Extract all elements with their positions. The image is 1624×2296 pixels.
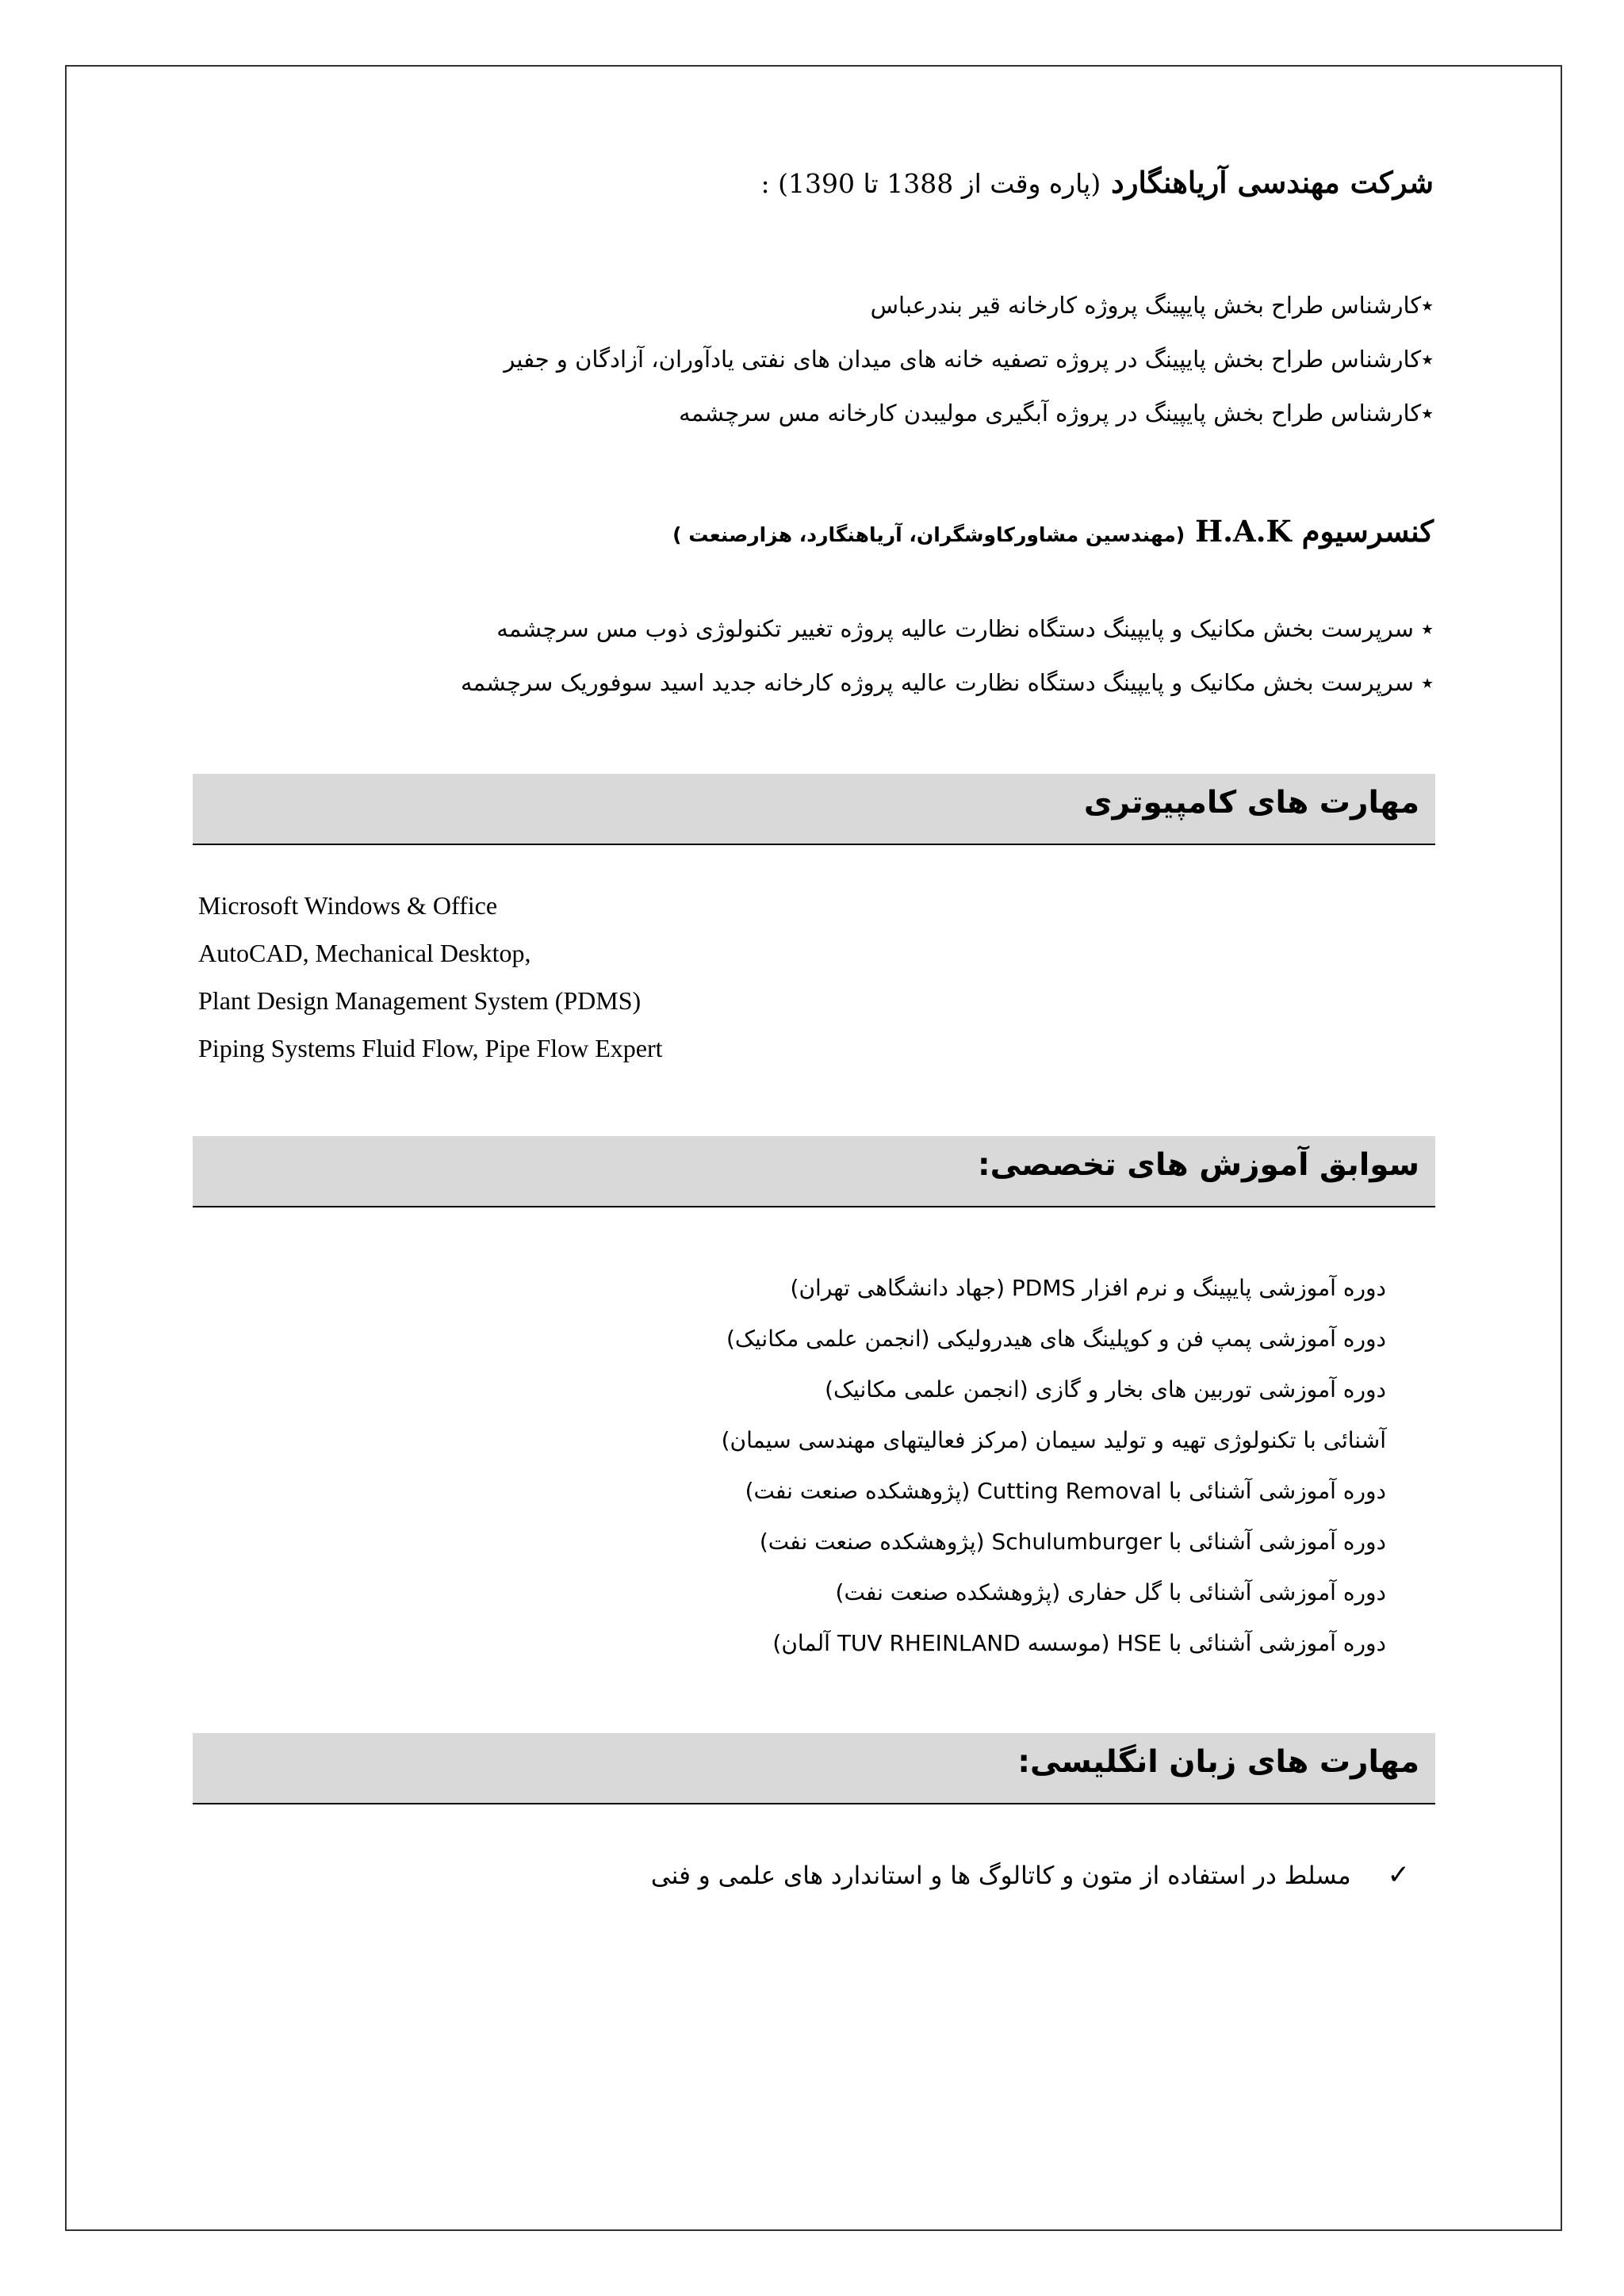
- training-item: دوره آموزشی آشنائی با HSE (موسسه TUV RHEINLAND آلمان): [772, 1630, 1386, 1656]
- training-item: دوره آموزشی آشنائی با Cutting Removal (پژوهشکده صنعت نفت): [745, 1478, 1386, 1504]
- company-item: ٭کارشناس طراح بخش پایپینگ پروژه کارخانه قیر بندرعباس: [870, 292, 1434, 319]
- company-period: (پاره وقت از 1388 تا 1390) :: [760, 168, 1101, 199]
- consortium-item: ٭ سرپرست بخش مکانیک و پایپینگ دستگاه نظارت عالیه پروژه کارخانه جدید اسید سوفوریک سرچشمه: [460, 669, 1434, 696]
- section-title: مهارت های کامپیوتری: [1083, 785, 1419, 821]
- computer-skill-item: Microsoft Windows & Office: [198, 891, 498, 920]
- english-section-header: [193, 1733, 1435, 1804]
- company-item: ٭کارشناس طراح بخش پایپینگ در پروژه آبگیری مولیبدن کارخانه مس سرچشمه: [679, 400, 1434, 427]
- training-item: دوره آموزشی توربین های بخار و گازی (انجمن علمی مکانیک): [825, 1376, 1386, 1402]
- consortium-name: کنسرسیوم H.A.K: [1195, 514, 1434, 549]
- consortium-item: ٭ سرپرست بخش مکانیک و پایپینگ دستگاه نظارت عالیه پروژه تغییر تکنولوژی ذوب مس سرچشمه: [496, 615, 1434, 642]
- checkmark-icon: ✓: [1387, 1859, 1410, 1891]
- section-title: مهارت های زبان انگلیسی:: [1017, 1744, 1419, 1780]
- company-item: ٭کارشناس طراح بخش پایپینگ در پروژه تصفیه خانه های میدان های نفتی یادآوران، آزادگان و جفیر: [504, 346, 1434, 373]
- training-item: آشنائی با تکنولوژی تهیه و تولید سیمان (مرکز فعالیتهای مهندسی سیمان): [721, 1427, 1386, 1453]
- consortium-members: (مهندسین مشاورکاوشگران، آریاهنگارد، هزارصنعت ): [672, 523, 1185, 546]
- english-skill-text: مسلط در استفاده از متون و کاتالوگ ها و استاندارد های علمی و فنی: [650, 1862, 1351, 1890]
- computer-skill-item: AutoCAD, Mechanical Desktop,: [198, 939, 531, 967]
- english-skill-item: [651, 1859, 1410, 1891]
- training-section-header: [193, 1136, 1435, 1207]
- training-item: دوره آموزشی پایپینگ و نرم افزار PDMS (جهاد دانشگاهی تهران): [790, 1275, 1386, 1301]
- training-item: دوره آموزشی پمپ فن و کوپلینگ های هیدرولیکی (انجمن علمی مکانیک): [726, 1326, 1386, 1352]
- computer-skills-section-header: [193, 774, 1435, 845]
- company-heading: [761, 165, 1434, 200]
- training-item: دوره آموزشی آشنائی با گل حفاری (پژوهشکده صنعت نفت): [835, 1579, 1386, 1605]
- consortium-heading: [672, 514, 1434, 549]
- company-name: شرکت مهندسی آریاهنگارد: [1111, 165, 1434, 200]
- section-title: سوابق آموزش های تخصصی:: [977, 1147, 1419, 1183]
- computer-skill-item: Plant Design Management System (PDMS): [198, 986, 642, 1015]
- training-item: دوره آموزشی آشنائی با Schulumburger (پژوهشکده صنعت نفت): [759, 1529, 1386, 1555]
- computer-skill-item: Piping Systems Fluid Flow, Pipe Flow Expert: [198, 1034, 663, 1062]
